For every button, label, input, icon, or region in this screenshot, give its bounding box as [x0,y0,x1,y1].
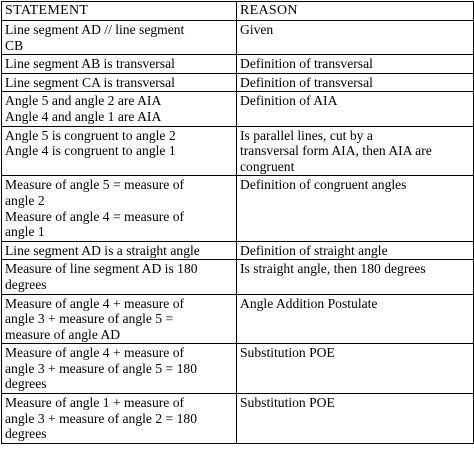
statement-line: Measure of angle 4 + measure of [5,295,185,311]
statement-line: angle 3 + measure of angle 5 = 180 [5,360,197,376]
table-row [2,126,474,176]
reason-line: Definition of transversal [240,74,373,90]
reason-line: Angle Addition Postulate [240,295,378,311]
table-row [2,176,474,241]
statement-cell [2,21,237,55]
table-row [2,260,474,294]
statement-line: degrees [5,276,47,292]
statement-cell [2,241,237,260]
statement-line: Angle 4 is congruent to angle 1 [5,143,176,159]
table-row [2,294,474,344]
statement-cell [2,260,237,294]
statement-line: angle 1 [5,224,45,240]
statement-header: STATEMENT [2,2,237,21]
reason-cell [237,294,474,344]
reason-cell [237,73,474,92]
statement-line: angle 2 [5,192,45,208]
reason-line: Definition of straight angle [240,242,388,258]
statement-line: Measure of angle 5 = measure of [5,177,185,193]
statement-line: Line segment AB is transversal [5,56,175,72]
statement-line: angle 3 + measure of angle 5 = [5,311,174,327]
table-row [2,394,474,444]
statement-cell [2,92,237,126]
reason-line: Substitution POE [240,395,335,411]
table-row [2,21,474,55]
reason-cell [237,92,474,126]
reason-line: Substitution POE [240,345,335,361]
table-row [2,55,474,74]
statement-line: degrees [5,426,47,442]
reason-line: Definition of transversal [240,56,373,72]
statement-line: degrees [5,376,47,392]
table-row [2,73,474,92]
statement-line: Angle 5 and angle 2 are AIA [5,93,162,109]
table-row [2,241,474,260]
statement-line: Angle 5 is congruent to angle 2 [5,127,176,143]
reason-line: Is straight angle, then 180 degrees [240,261,426,277]
reason-cell [237,241,474,260]
reason-cell [237,394,474,444]
header-row [2,2,474,21]
statement-line: Measure of angle 1 + measure of [5,395,185,411]
table-row [2,344,474,394]
statement-cell [2,176,237,241]
reason-cell [237,260,474,294]
statement-line: Angle 4 and angle 1 are AIA [5,108,162,124]
reason-line: congruent [240,158,295,174]
reason-cell [237,21,474,55]
table-row [2,92,474,126]
statement-cell [2,55,237,74]
statement-line: CB [5,37,24,53]
statement-line: Measure of angle 4 + measure of [5,345,185,361]
statement-line: measure of angle AD [5,326,121,342]
statement-line: Line segment AD // line segment [5,22,185,37]
reason-line: Is parallel lines, cut by a [240,127,373,143]
statement-cell [2,126,237,176]
reason-line: Definition of congruent angles [240,177,407,193]
reason-cell [237,344,474,394]
reason-cell [237,126,474,176]
reason-cell [237,176,474,241]
statement-cell [2,394,237,444]
statement-line: angle 3 + measure of angle 2 = 180 [5,410,197,426]
reason-line: transversal form AIA, then AIA are [240,143,432,159]
statement-line: Measure of line segment AD is 180 [5,261,198,277]
statement-cell [2,344,237,394]
reason-line: Definition of AIA [240,93,338,109]
proof-body [2,21,474,444]
statement-cell [2,294,237,344]
reason-line: Given [240,22,274,37]
proof-table [1,1,474,444]
statement-cell [2,73,237,92]
statement-line: Measure of angle 4 = measure of [5,208,185,224]
reason-cell [237,55,474,74]
reason-header: REASON [237,2,474,21]
statement-line: Line segment AD is a straight angle [5,242,200,258]
statement-line: Line segment CA is transversal [5,74,175,90]
